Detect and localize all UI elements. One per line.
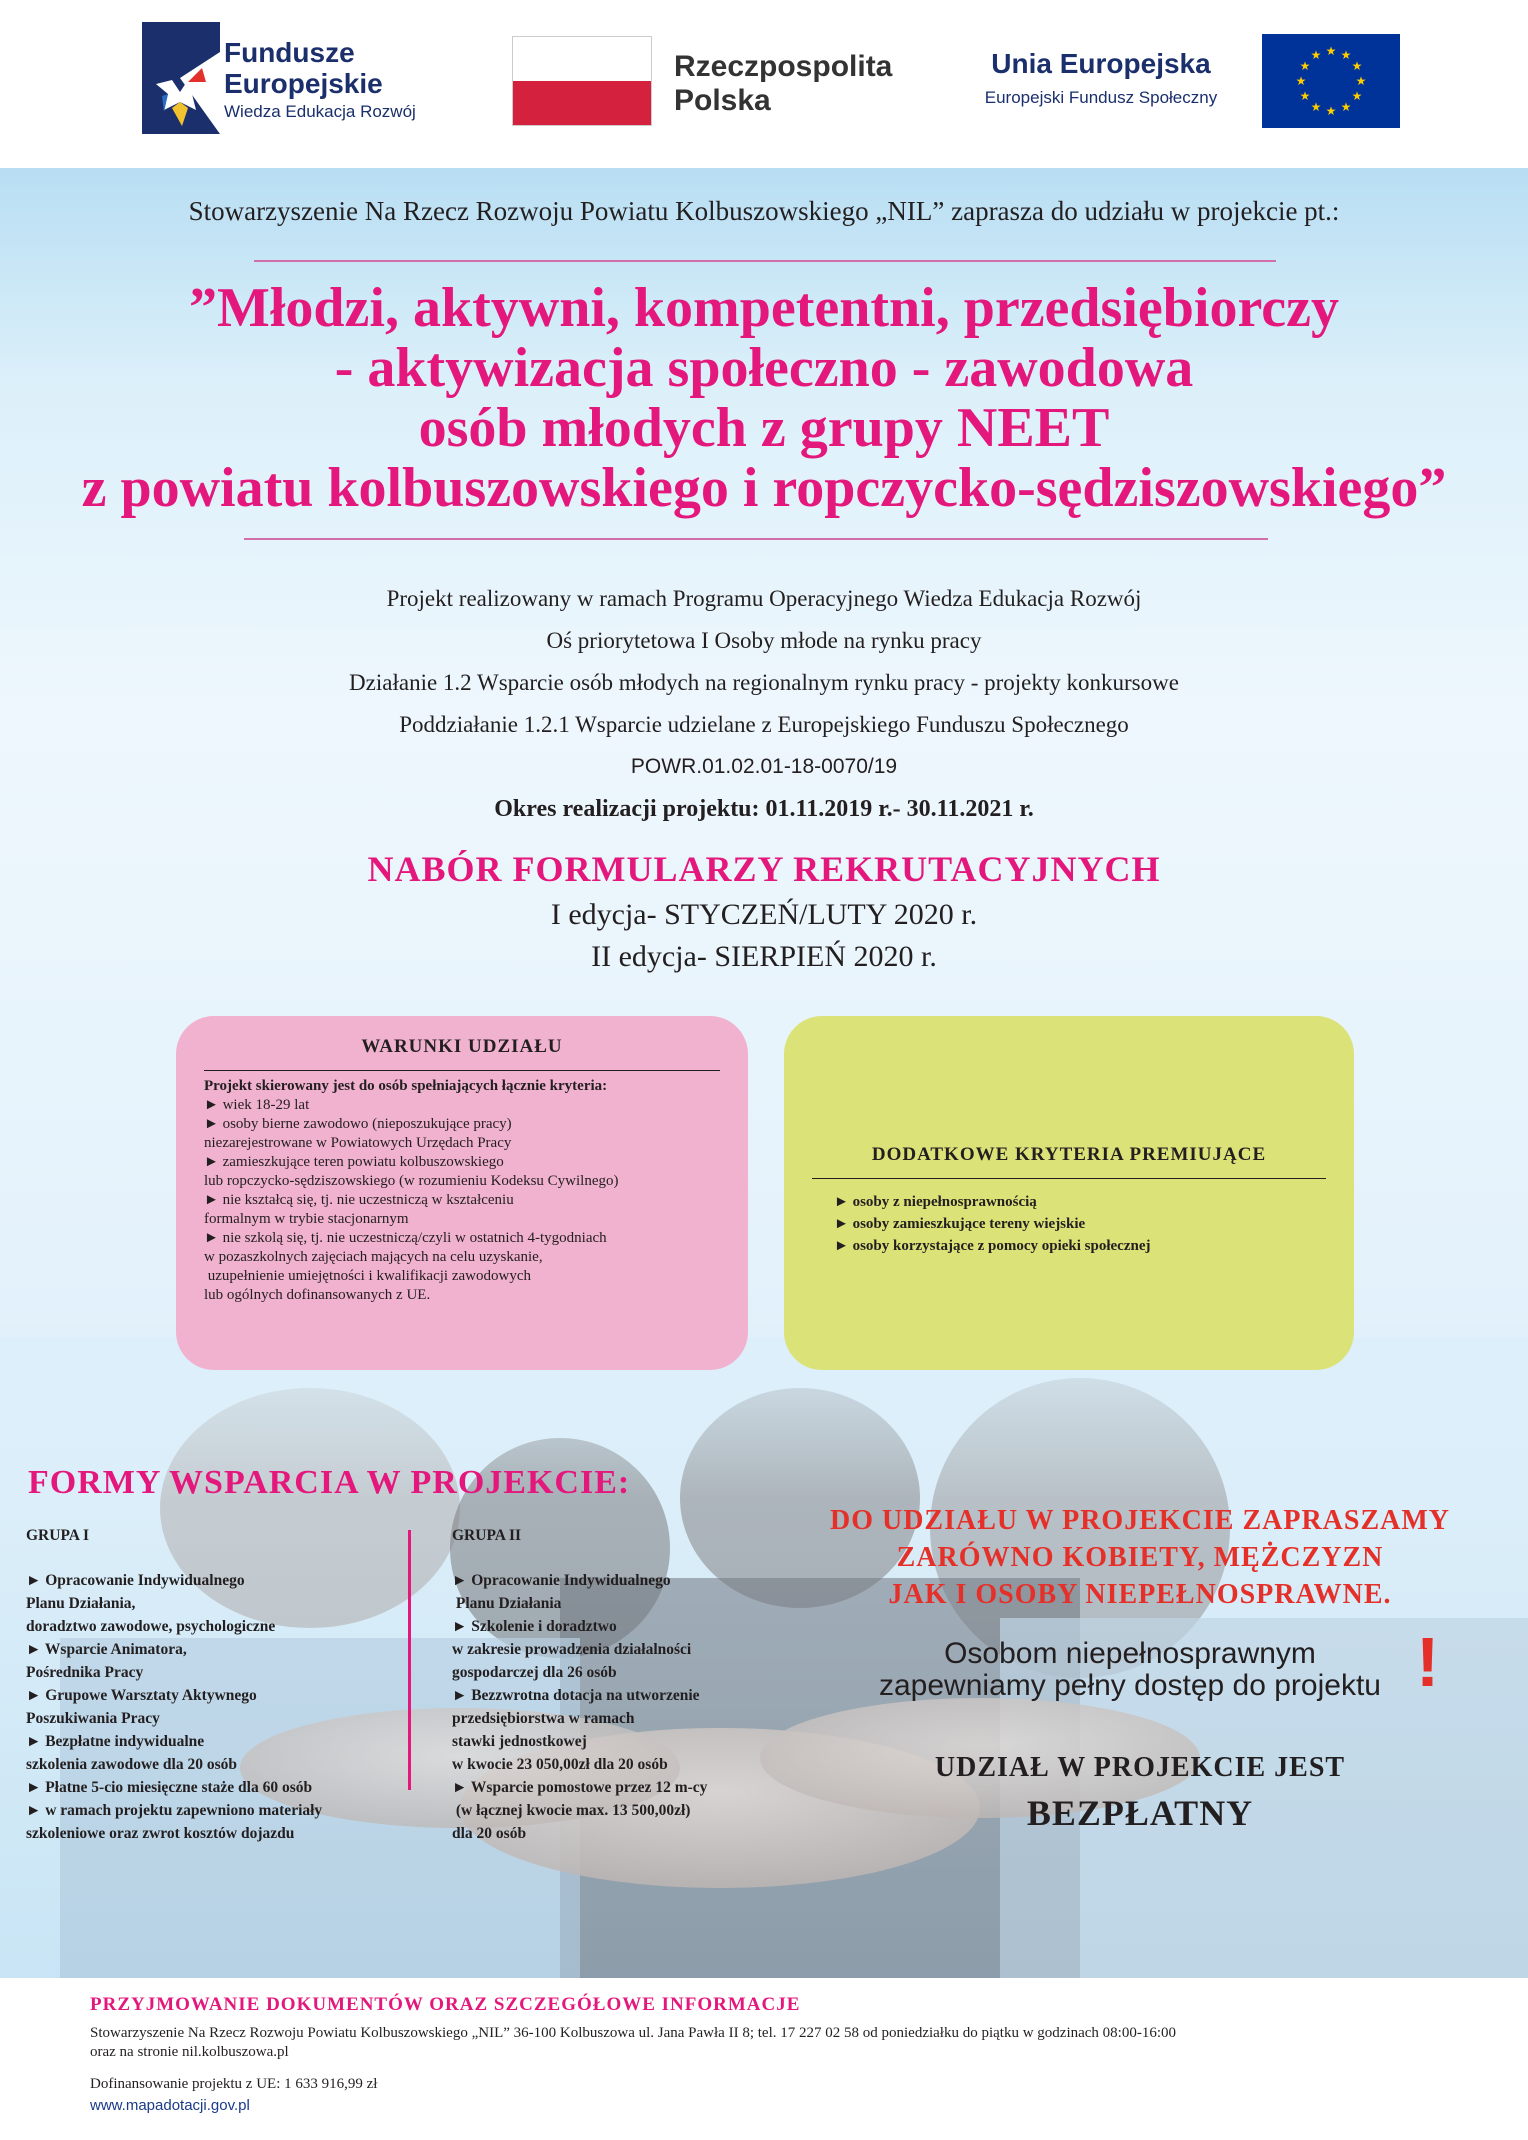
- eu-star-icon: ★: [1299, 89, 1311, 103]
- rp-line2: Polska: [674, 84, 771, 117]
- group-2-item: ► Szkolenie i doradztwo: [452, 1618, 617, 1635]
- eu-star-icon: ★: [1340, 99, 1352, 114]
- group-1-title: GRUPA I: [26, 1527, 90, 1544]
- group-1-item: Planu Działania,: [26, 1595, 136, 1612]
- bonus-criteria-box: [784, 1016, 1354, 1370]
- condition-line: lub ogólnych dofinansowanych z UE.: [204, 1287, 431, 1303]
- polish-flag-icon: [512, 36, 652, 126]
- group-2-item: stawki jednostkowej: [452, 1733, 587, 1750]
- condition-line: ► nie kształcą się, tj. nie uczestniczą w kształceniu: [204, 1192, 514, 1208]
- condition-line: ► zamieszkujące teren powiatu kolbuszowskiego: [204, 1154, 504, 1170]
- eu-star-icon: ★: [1310, 48, 1322, 63]
- eu-star-icon: ★: [1351, 59, 1363, 73]
- group-1-item: Poszukiwania Pracy: [26, 1710, 160, 1727]
- logo-bar: [0, 0, 1528, 168]
- accessibility-line1: Osobom niepełnosprawnym: [944, 1637, 1316, 1670]
- group-1-item: ► Opracowanie Indywidualnego: [26, 1572, 245, 1589]
- footer: [0, 1978, 1528, 2140]
- condition-line: niezarejestrowane w Powiatowych Urzędach Pracy: [204, 1135, 512, 1151]
- eu-star-icon: ★: [1340, 48, 1352, 63]
- fe-line2: Europejskie: [224, 68, 383, 99]
- eu-star-icon: ★: [1325, 44, 1337, 58]
- conditions-list: [204, 1096, 720, 1305]
- rzeczpospolita-logo: [508, 28, 906, 132]
- eu-flag-icon: [1262, 34, 1400, 128]
- footer-contact: [90, 2024, 1470, 2062]
- group-2-item: ► Wsparcie pomostowe przez 12 m-cy: [452, 1779, 708, 1796]
- title-line1: ”Młodzi, aktywni, kompetentni, przedsiębiorczy: [188, 277, 1340, 339]
- group-1-column: [26, 1524, 322, 1845]
- eu-star-icon: ★: [1355, 74, 1367, 88]
- group-1-item: szkolenia zawodowe dla 20 osób: [26, 1756, 237, 1773]
- project-axis: Oś priorytetowa I Osoby młode na rynku pracy: [546, 628, 982, 653]
- group-2-item: przedsiębiorstwa w ramach: [452, 1710, 635, 1727]
- intro-text: Stowarzyszenie Na Rzecz Rozwoju Powiatu Kolbuszowskiego „NIL” zaprasza do udziału w projekcie pt.:: [188, 196, 1340, 226]
- group-2-item: w kwocie 23 050,00zł dla 20 osób: [452, 1756, 668, 1773]
- group-2-item: Planu Działania: [452, 1595, 562, 1612]
- group-2-list: [452, 1569, 707, 1845]
- rzeczpospolita-text: [674, 50, 892, 118]
- bonus-criteria-line: ► osoby zamieszkujące tereny wiejskie: [834, 1216, 1086, 1232]
- rp-line1: Rzeczpospolita: [674, 50, 893, 83]
- unia-europejska-logo: [956, 28, 1396, 132]
- title-line3: osób młodych z grupy NEET: [418, 397, 1110, 459]
- recruitment-edition-2: II edycja- SIERPIEŃ 2020 r.: [591, 940, 937, 973]
- fundusze-europejskie-text: [224, 37, 416, 122]
- bonus-criteria-line: ► osoby z niepełnosprawnością: [834, 1194, 1037, 1210]
- condition-line: ► wiek 18-29 lat: [204, 1097, 310, 1113]
- footer-heading: PRZYJMOWANIE DOKUMENTÓW ORAZ SZCZEGÓŁOWE INFORMACJE: [90, 1994, 801, 2015]
- group-2-title: GRUPA II: [452, 1527, 522, 1544]
- project-measure: Działanie 1.2 Wsparcie osób młodych na regionalnym rynku pracy - projekty konkursowe: [349, 670, 1179, 695]
- project-code: POWR.01.02.01-18-0070/19: [630, 755, 898, 778]
- group-2-item: dla 20 osób: [452, 1825, 527, 1842]
- project-period: Okres realizacji projektu: 01.11.2019 r.- 30.11.2021 r.: [494, 796, 1034, 822]
- project-info: [0, 578, 1528, 830]
- group-1-item: ► Grupowe Warsztaty Aktywnego: [26, 1687, 257, 1704]
- title-line4: z powiatu kolbuszowskiego i ropczycko-sędziszowskiego”: [81, 457, 1447, 519]
- recruitment-heading: NABÓR FORMULARZY REKRUTACYJNYCH: [367, 849, 1161, 889]
- group-1-item: doradztwo zawodowe, psychologiczne: [26, 1618, 276, 1635]
- title-line2: - aktywizacja społeczno - zawodowa: [334, 337, 1194, 399]
- condition-line: w pozaszkolnych zajęciach mających na celu uzyskanie,: [204, 1249, 543, 1265]
- invitation-line1: DO UDZIAŁU W PROJEKCIE ZAPRASZAMY: [829, 1505, 1451, 1536]
- free-participation: [770, 1752, 1510, 1834]
- group-1-list: [26, 1569, 322, 1845]
- invitation-line2: ZARÓWNO KOBIETY, MĘŻCZYZN: [896, 1542, 1384, 1573]
- poster-body: [0, 168, 1528, 1978]
- group-2-item: w zakresie prowadzenia działalności: [452, 1641, 692, 1658]
- invitation-line3: JAK I OSOBY NIEPEŁNOSPRAWNE.: [888, 1579, 1392, 1610]
- group-1-item: ► Bezpłatne indywidualne: [26, 1733, 205, 1750]
- title-rule-top: [254, 260, 1276, 262]
- project-program: Projekt realizowany w ramach Programu Operacyjnego Wiedza Edukacja Rozwój: [386, 586, 1142, 611]
- footer-address: Stowarzyszenie Na Rzecz Rozwoju Powiatu Kolbuszowskiego „NIL” 36-100 Kolbuszowa ul. Jana Pawła II 8; tel. 17 227 02 58 od poniedziałku do piątku w godzinach 08:00-16:00: [90, 2025, 1177, 2041]
- fe-line3: Wiedza Edukacja Rozwój: [224, 102, 416, 121]
- eu-star-icon: ★: [1299, 59, 1311, 73]
- group-2-column: [452, 1524, 707, 1845]
- bonus-criteria-line: ► osoby korzystające z pomocy opieki społecznej: [834, 1238, 1151, 1254]
- free-line1: UDZIAŁ W PROJEKCIE JEST: [934, 1752, 1346, 1783]
- bonus-criteria-list: [812, 1191, 1326, 1257]
- recruitment-section: [0, 848, 1528, 978]
- eu-star-icon: ★: [1310, 99, 1322, 114]
- unia-europejska-text: [956, 48, 1246, 108]
- participation-conditions-box: [176, 1016, 748, 1370]
- fundusze-europejskie-logo: [142, 22, 462, 134]
- support-forms-heading: FORMY WSPARCIA W PROJEKCIE:: [28, 1464, 631, 1501]
- mapadotacji-link[interactable]: www.mapadotacji.gov.pl: [90, 2097, 250, 2114]
- funding-amount: Dofinansowanie projektu z UE: 1 633 916,99 zł: [90, 2076, 378, 2092]
- exclamation-icon: !: [1416, 1623, 1440, 1701]
- bonus-criteria-title: DODATKOWE KRYTERIA PREMIUJĄCE: [812, 1144, 1326, 1179]
- group-2-item: ► Opracowanie Indywidualnego: [452, 1572, 671, 1589]
- conditions-lead: Projekt skierowany jest do osób spełniających łącznie kryteria:: [204, 1078, 608, 1094]
- project-title: [0, 278, 1528, 518]
- accessibility-line2: zapewniamy pełny dostęp do projektu: [879, 1669, 1381, 1702]
- group-2-item: (w łącznej kwocie max. 13 500,00zł): [452, 1802, 691, 1819]
- group-2-item: gospodarczej dla 26 osób: [452, 1664, 617, 1681]
- group-1-item: ► Płatne 5-cio miesięczne staże dla 60 osób: [26, 1779, 313, 1796]
- condition-line: lub ropczycko-sędziszowskiego (w rozumieniu Kodeksu Cywilnego): [204, 1173, 619, 1189]
- ue-line2: Europejski Fundusz Społeczny: [984, 88, 1218, 107]
- footer-website-note: oraz na stronie nil.kolbuszowa.pl: [90, 2044, 289, 2060]
- group-1-item: Pośrednika Pracy: [26, 1664, 144, 1681]
- project-submeasure: Poddziałanie 1.2.1 Wsparcie udzielane z Europejskiego Funduszu Społecznego: [399, 712, 1129, 737]
- group-divider: [408, 1530, 411, 1790]
- group-1-item: ► Wsparcie Animatora,: [26, 1641, 187, 1658]
- accessibility-text: [820, 1638, 1440, 1702]
- ue-line1: Unia Europejska: [991, 48, 1211, 79]
- eu-star-icon: ★: [1325, 104, 1337, 118]
- recruitment-edition-1: I edycja- STYCZEŃ/LUTY 2020 r.: [550, 898, 978, 931]
- group-1-item: ► w ramach projektu zapewniono materiały: [26, 1802, 323, 1819]
- conditions-title: WARUNKI UDZIAŁU: [204, 1036, 720, 1071]
- invitation-text: [770, 1502, 1510, 1613]
- condition-line: ► osoby bierne zawodowo (nieposzukujące pracy): [204, 1116, 512, 1132]
- title-rule-bottom: [244, 538, 1268, 540]
- group-2-item: ► Bezzwrotna dotacja na utworzenie: [452, 1687, 700, 1704]
- eu-star-icon: ★: [1295, 74, 1307, 88]
- condition-line: formalnym w trybie stacjonarnym: [204, 1211, 409, 1227]
- fe-line1: Fundusze: [224, 37, 355, 68]
- free-line2: BEZPŁATNY: [1026, 1793, 1254, 1833]
- condition-line: ► nie szkolą się, tj. nie uczestniczą/czyli w ostatnich 4-tygodniach: [204, 1230, 607, 1246]
- group-1-item: szkoleniowe oraz zwrot kosztów dojazdu: [26, 1825, 295, 1842]
- eu-star-icon: ★: [1351, 89, 1363, 103]
- condition-line: uzupełnienie umiejętności i kwalifikacji zawodowych: [204, 1268, 531, 1284]
- fundusze-europejskie-emblem-icon: [142, 22, 220, 134]
